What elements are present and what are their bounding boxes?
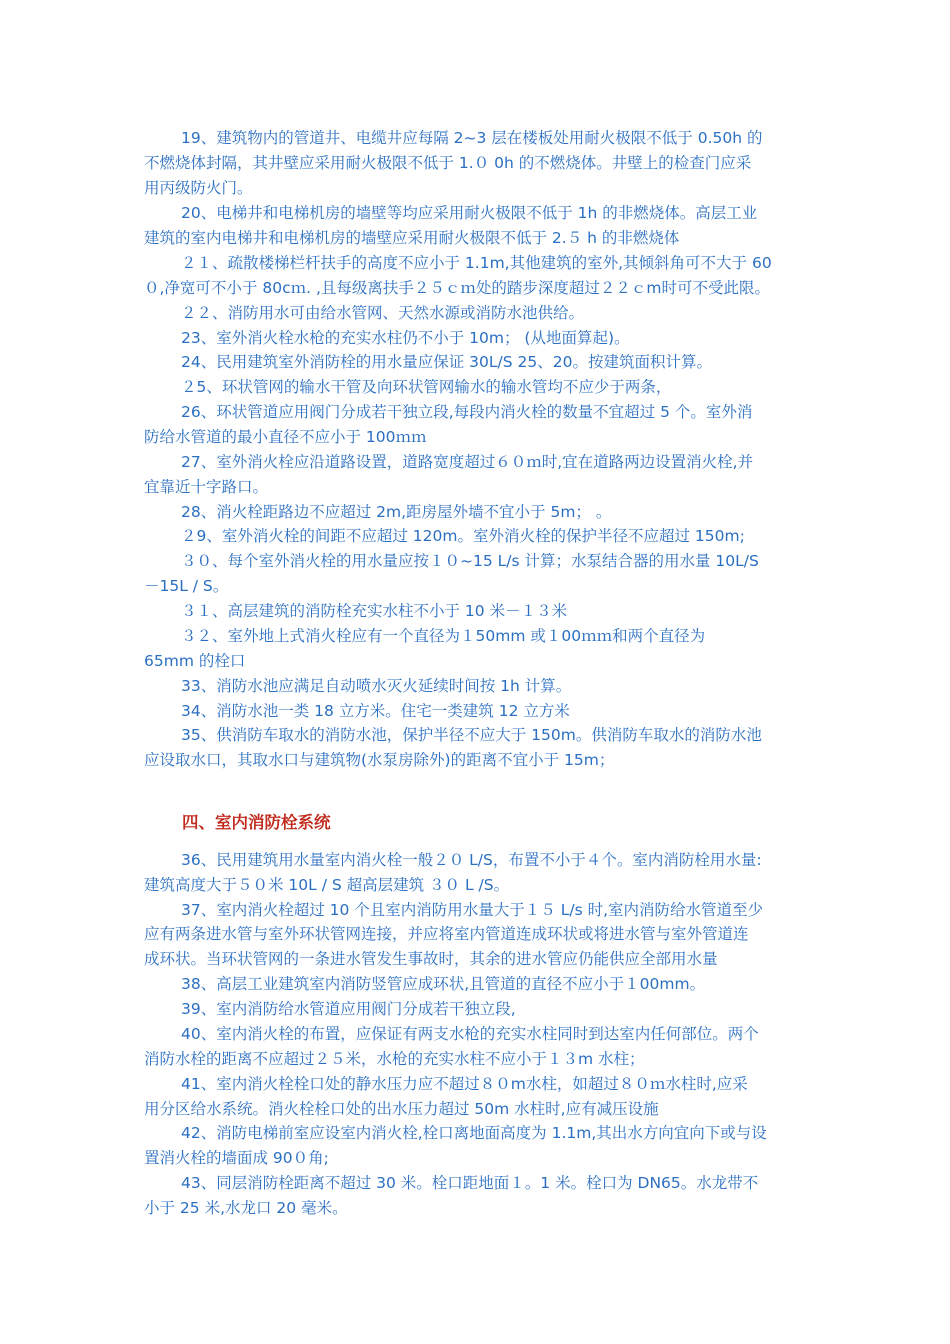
text-line: 建筑的室内电梯井和电梯机房的墙壁应采用耐火极限不低于 2.５ h 的非燃烧体 [144,229,680,247]
text-line: 65mm 的栓口 [144,652,246,670]
text-line: 35、供消防车取水的消防水池，保护半径不应大于 150m。供消防车取水的消防水池 [181,726,762,744]
section-heading: 四、室内消防栓系统 [182,813,331,832]
text-line: 应设取水口，其取水口与建筑物(水泵房除外)的距离不宜小于 15m； [144,751,615,769]
text-line: 置消火栓的墙面成 90０角; [144,1149,329,1167]
text-line: 40、室内消火栓的布置，应保证有两支水枪的充实水柱同时到达室内任何部位。两个 [181,1025,759,1043]
text-line: ３０、每个室外消火栓的用水量应按１０~15 L/s 计算；水泵结合器的用水量 10L/S [181,552,759,570]
text-line: 防给水管道的最小直径不应小于 100ｍｍ [144,428,427,446]
text-line: 成环状。当环状管网的一条进水管发生事故时，其余的进水管应仍能供应全部用水量 [144,950,718,968]
text-line: 消防水栓的距离不应超过２５米，水枪的充实水柱不应小于１３m 水柱； [144,1050,645,1068]
text-line: 24、民用建筑室外消防栓的用水量应保证 30L/S 25、20。按建筑面积计算。 [181,353,712,371]
text-line: 36、民用建筑用水量室内消火栓一般２０ L/S，布置不小于４个。室内消防栓用水量: [181,851,762,869]
text-line: 39、室内消防给水管道应用阀门分成若干独立段, [181,1000,516,1018]
text-line: 33、消防水池应满足自动喷水灭火延续时间按 1h 计算。 [181,677,572,695]
text-line: 宜靠近十字路口。 [144,478,269,496]
text-line: 42、消防电梯前室应设室内消火栓,栓口离地面高度为 1.1m,其出水方向宜向下或与设 [181,1124,767,1142]
text-line: 23、室外消火栓水枪的充实水柱仍不小于 10m； (从地面算起)。 [181,329,630,347]
text-line: ３２、室外地上式消火栓应有一个直径为１50mm 或１00ｍｍ和两个直径为 [181,627,706,645]
text-line: 41、室内消火栓栓口处的静水压力应不超过８０m水柱，如超过８０ｍ水柱时,应采 [181,1075,748,1093]
text-line: 34、消防水池一类 18 立方米。住宅一类建筑 12 立方米 [181,702,570,720]
text-line: ２9、室外消火栓的间距不应超过 120m。室外消火栓的保护半径不应超过 150m; [181,527,745,545]
text-line: ２5、环状管网的输水干管及向环状管网输水的输水管均不应少于两条， [181,378,672,396]
text-line: 28、消火栓距路边不应超过 2m,距房屋外墙不宜小于 5m； 。 [181,503,612,521]
text-line: 20、电梯井和电梯机房的墙壁等均应采用耐火极限不低于 1h 的非燃烧体。高层工业 [181,204,758,222]
text-line: 不燃烧体封隔，其井壁应采用耐火极限不低于 1.０ 0h 的不燃烧体。井壁上的检查门应采 [144,154,752,172]
text-line: ２２、消防用水可由给水管网、天然水源或消防水池供给。 [181,304,585,322]
text-line: ０,净宽可不小于 80cｍ. ,且每级离扶手２５ｃｍ处的踏步深度超过２２ｃm时可不受此限。 [144,279,770,297]
text-line: ２１、疏散楼梯栏杆扶手的高度不应小于 1.1m,其他建筑的室外,其倾斜角可不大于 60 [181,254,772,272]
text-line: 小于 25 米,水龙口 20 毫米。 [144,1199,348,1217]
text-line: 建筑高度大于５０米 10L / S 超高层建筑 ３０ L /S。 [144,876,510,894]
text-line: 用分区给水系统。消火栓栓口处的出水压力超过 50m 水柱时,应有减压设施 [144,1100,659,1118]
text-line: －15L / S。 [144,577,229,595]
text-line: 19、建筑物内的管道井、电缆井应每隔 2~3 层在楼板处用耐火极限不低于 0.50h 的 [181,129,763,147]
text-line: 应有两条进水管与室外环状管网连接，并应将室内管道连成环状或将进水管与室外管道连 [144,925,749,943]
text-line: 37、室内消火栓超过 10 个且室内消防用水量大于１５ L/s 时,室内消防给水管道至少 [181,901,764,919]
text-line: 用丙级防火门。 [144,179,253,197]
text-line: 26、环状管道应用阀门分成若干独立段,每段内消火栓的数量不宜超过 5 个。室外消 [181,403,753,421]
text-line: 38、高层工业建筑室内消防竖管应成环状,且管道的直径不应小于１00mm。 [181,975,706,993]
text-line: 27、室外消火栓应沿道路设置，道路宽度超过６０ｍ时,宜在道路两边设置消火栓,并 [181,453,754,471]
text-line: 43、同层消防栓距离不超过 30 米。栓口距地面１。1 米。栓口为 DN65。水龙带不 [181,1174,759,1192]
text-line: ３１、高层建筑的消防栓充实水柱不小于 10 米－１３米 [181,602,568,620]
